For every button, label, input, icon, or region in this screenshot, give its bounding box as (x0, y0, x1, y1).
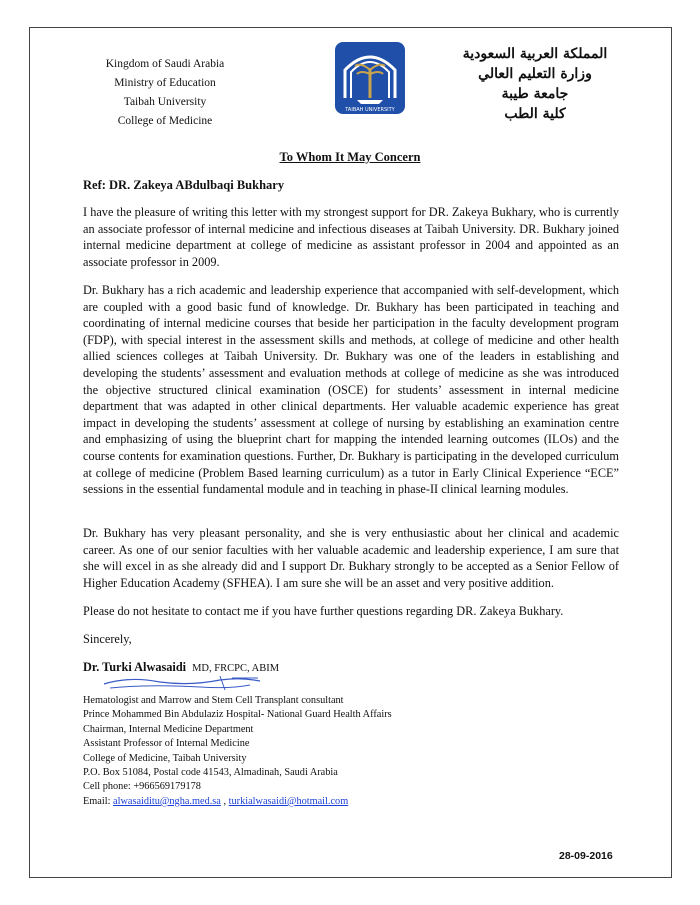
detail-line-college: College of Medicine, Taibah University (83, 752, 247, 764)
header-line-country: Kingdom of Saudi Arabia (105, 58, 225, 70)
letter-date: 28-09-2016 (559, 850, 613, 862)
header-ar-line-country: المملكة العربية السعودية (462, 46, 608, 62)
detail-line-address: P.O. Box 51084, Postal code 41543, Almadinah, Saudi Arabia (83, 767, 338, 779)
header-line-university: Taibah University (123, 96, 207, 108)
paragraph-experience: Dr. Bukhary has a rich academic and leadership experience that accompanied with self-development, which are coupled with a good basic fund of knowledge. Dr. Bukhary has been participated in teaching and coordinating of internal medicine courses that beside her participation in the faculty development program (FDP), with special interest in the assessment skills and methods, at college of medicine and other health allied sciences colleges at Taibah University. Dr. Bukhary was one of the leaders in establishing and developing the students’ assessment and evaluation methods at college of medicine as she was introduced the objective structured clinical examination (OSCE) for students’ assessment in internal medicine department that was adapted in other clinical departments. Her valuable academic experience has great impact in developing the students’ assessment at college of nursing by establishing an examination centre and emphasizing of using the blueprint chart for mapping the intended learning outcomes (ILOs) and the course contents for examination questions. Further, Dr. Bukhary is participating in the developed curriculum at college of medicine (Problem Based learning curriculum) as a tutor in Early Clinical Experience “ECE” sessions in the essential fundamental module and in teaching in phase-II clinical learning modules. (83, 283, 619, 497)
signer-name: Dr. Turki Alwasaidi (83, 660, 187, 674)
taibah-university-logo-icon (331, 40, 409, 118)
email-label: Email: (83, 795, 114, 807)
signer-credentials: MD, FRCPC, ABIM (192, 663, 280, 674)
detail-line-chairman: Chairman, Internal Medicine Department (83, 723, 254, 735)
header-line-college: College of Medicine (117, 115, 213, 127)
letter-title: To Whom It May Concern (279, 150, 421, 164)
closing: Sincerely, (83, 632, 132, 646)
detail-line-position: Hematologist and Marrow and Stem Cell Transplant consultant (83, 695, 344, 706)
detail-line-email (83, 795, 392, 809)
paragraph-contact: Please do not hesitate to contact me if you have further questions regarding DR. Zakeya Bukhary. (83, 604, 564, 618)
paragraph-intro: I have the pleasure of writing this letter with my strongest support for DR. Zakeya Bukhary, who is currently an associate professor of internal medicine and infectious diseases at Taibah University. DR. Bukhary joined internal medicine department at college of medicine as assistant professor in 2004 and appointed as an associate professor in 2009. (83, 205, 619, 269)
header-ar-line-ministry: وزارة التعليم العالي (478, 66, 592, 82)
header-ar-line-college: كلية الطب (504, 106, 566, 122)
handwritten-signature (100, 672, 270, 694)
email-separator: , (220, 795, 229, 807)
header-arabic (455, 44, 615, 124)
detail-line-phone: Cell phone: +966569179178 (83, 781, 201, 793)
email-link-personal[interactable]: turkialwasaidi@hotmail.com (228, 795, 349, 807)
header-ar-line-university: جامعة طيبة (501, 86, 569, 102)
detail-line-hospital: Prince Mohammed Bin Abdulaziz Hospital- National Guard Health Affairs (83, 709, 392, 721)
email-link-work[interactable]: alwasaiditu@ngha.med.sa (113, 795, 221, 807)
logo-text: TAIBAH UNIVERSITY (345, 107, 395, 113)
detail-line-professor: Assistant Professor of Internal Medicine (83, 738, 250, 750)
header-english (100, 55, 230, 131)
paragraph-personality: Dr. Bukhary has very pleasant personality, and she is very enthusiastic about her clinical and academic career. As one of our senior faculties with her valuable academic and leadership experience, I am sure that she will excel in as she already did and I support Dr. Bukhary strongly to be accepted as a Senior Fellow of Higher Education Academy (SFHEA). I am sure she will be an asset and very positive addition. (83, 526, 619, 590)
letter-reference: Ref: DR. Zakeya ABdulbaqi Bukhary (83, 178, 285, 192)
header-line-ministry: Ministry of Education (114, 77, 216, 89)
signer-details (83, 694, 392, 809)
